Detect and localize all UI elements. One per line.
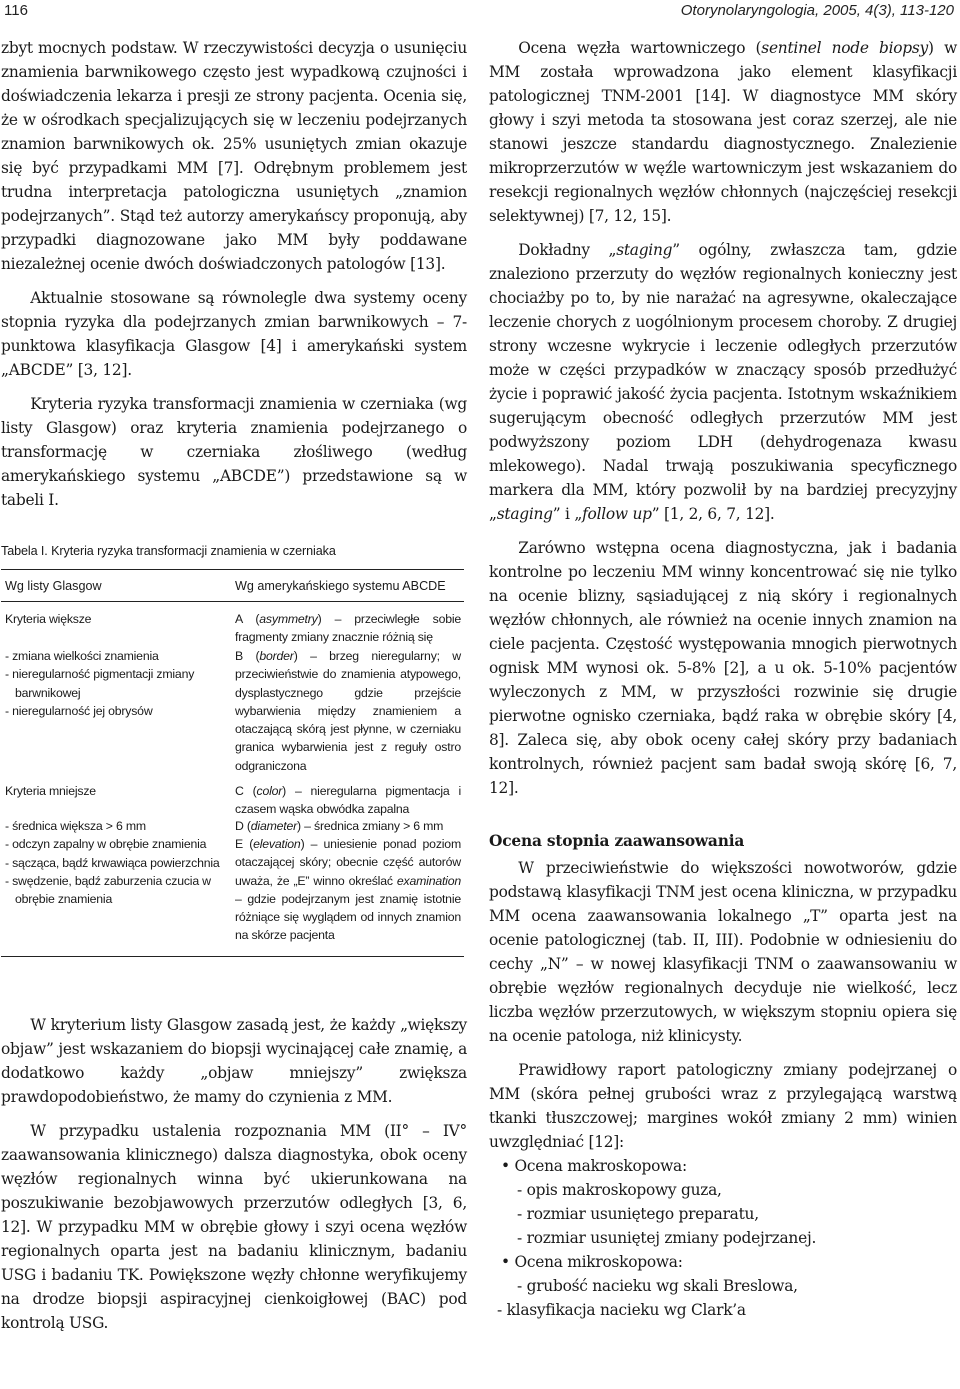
page-number: 116 xyxy=(4,2,28,19)
report-items-list xyxy=(489,1154,957,1322)
major-criteria-heading: Kryteria większe xyxy=(5,612,92,626)
list-item: - zmiana wielkości znamienia xyxy=(5,649,159,663)
abcde-e-cell: E (elevation) – uniesienie ponad poziom otaczającej skóry; obecnie część autorów uważa, że „E” winno określać examination – gdzie podejrzanym jest znamię istotnie różniące się wyglądem od innych znamion na skórze pacjenta xyxy=(235,837,461,943)
criteria-table xyxy=(1,569,464,957)
abcde-a-cell: A (asymmetry) – przeciwległe sobie fragmenty zmiany znacznie różnią się xyxy=(235,612,462,645)
list-item: - nieregularność pigmentacji zmiany barwnikowej xyxy=(5,667,195,700)
term-examination: examination xyxy=(396,873,461,888)
term-border: border xyxy=(259,649,294,663)
list-item: - rozmiar usuniętego preparatu, xyxy=(517,1205,759,1223)
major-criteria-list xyxy=(5,647,227,720)
paragraph: W przeciwieństwie do większości nowotworów, gdzie podstawą klasyfikacji TNM jest ocena kliniczna, w przypadku MM ocena zaawansowania lokalnego „T” oparta jest na ocenie patologicznej (tab. II, III). Podobnie w odniesieniu do cechy „N” – w nowej klasyfikacji TNM o zaawansowaniu w obrębie węzłów regionalnych decyduje nie wielkość, lecz liczba węzłów przerzutowych, w większym stopniu opiera się na ocenie patologa, niż klinicysty. xyxy=(489,859,957,1045)
minor-criteria-heading: Kryteria mniejsze xyxy=(5,784,96,798)
table-caption: Tabela I. Kryteria ryzyka transformacji znamienia w czerniaka xyxy=(1,544,336,558)
table-header-rule xyxy=(1,601,464,602)
table-header-abcde: Wg amerykańskiego systemu ABCDE xyxy=(235,579,446,593)
list-item: • Ocena mikroskopowa: xyxy=(501,1253,683,1271)
list-item: - sącząca, bądź krwawiąca powierzchnia xyxy=(5,855,220,870)
list-item: - średnica większa > 6 mm xyxy=(5,819,146,833)
term-color: color xyxy=(256,784,283,798)
table-header-row xyxy=(1,579,464,601)
right-column xyxy=(489,36,957,1322)
paragraph: Ocena węzła wartowniczego (sentinel node biopsy) w MM została wprowadzona jako element klasyfikacji patologicznej TNM-2001 [14]. W diagnostyce MM skóry głowy i szyi metoda ta stosowana jest coraz szerzej, ale nie stanowi jeszcze standardu diagnostycznego. Znalezienie mikroprzerzutów w węźle wartowniczym jest wskazaniem do resekcji regionalnych węzłów chłonnych (najczęściej resekcji selektywnej) [7, 12, 15]. xyxy=(489,39,958,225)
paragraph: W przypadku ustalenia rozpoznania MM (II° – IV° zaawansowania klinicznego) dalsza diagnostyka, obok oceny węzłów regionalnych winna być ukierunkowana na poszukiwanie bezobjawowych przerzutów odległych [3, 6, 12]. W przypadku MM w obrębie głowy i szyi ocena węzłów regionalnych oparta jest na badaniu klinicznym, badaniu USG i badaniu TK. Powiększone węzły chłonne weryfikujemy na drodze biopsji aspiracyjnej cienkoigłowej (BAC) pod kontrolą USG. xyxy=(1,1122,467,1332)
list-item: - klasyfikacja nacieku wg Clark’a xyxy=(497,1301,746,1319)
list-item: - grubość nacieku wg skali Breslowa, xyxy=(517,1277,798,1295)
term-sentinel-node-biopsy: sentinel node biopsy xyxy=(761,39,929,57)
table-header-glasgow: Wg listy Glasgow xyxy=(5,579,102,593)
paragraph: Prawidłowy raport patologiczny zmiany podejrzanej o MM (skóra pełnej grubości wraz z przylegającą warstwą tkanki tłuszczowej; margines wokół zmiany 2 mm) winien uwzględniać [12]: xyxy=(489,1061,957,1151)
paragraph: zbyt mocnych podstaw. W rzeczywistości decyzja o usunięciu znamienia barwnikowego często jest wypadkową czujności i doświadczenia lekarza i presji ze strony pacjenta. Ocenia się, że w ośrodkach specjalizujących się w leczeniu podejrzanych znamion barwnikowych ok. 25% usuniętych zmian okazuje się być przypadkami MM [7]. Odrębnym problemem jest trudna interpretacja patologiczna usuniętych „znamion podejrzanych”. Stąd też autorzy amerykańscy proponują, aby przypadki diagnozowane jako MM były poddawane niezależnej ocenie dwóch doświadczonych patologów [13]. xyxy=(1,39,467,273)
minor-criteria-list xyxy=(5,817,227,908)
list-item: • Ocena makroskopowa: xyxy=(501,1157,687,1175)
section-heading: Ocena stopnia zaawansowania xyxy=(489,832,745,850)
left-column xyxy=(1,36,467,1335)
paragraph: Aktualnie stosowane są równolegle dwa systemy oceny stopnia ryzyka dla podejrzanych zmian barwnikowych – 7-punktowa klasyfikacja Glasgow [4] i amerykański system „ABCDE” [3, 12]. xyxy=(1,289,467,379)
paragraph: Zarówno wstępna ocena diagnostyczna, jak i badania kontrolne po leczeniu MM winny koncentrować się nie tylko na ocenie blizny, sąsiadującej z nią skóry i regionalnych węzłów chłonnych, ale również na ocenie innych znamion na ciele pacjenta. Częstość występowania mnogich pierwotnych ognisk MM wynosi ok. 5-8% [2], a u ok. 5-10% pacjentów wyleczonych z MM, w przyszłości rozwinie się drugie pierwotne ognisko czerniaka, bądź raka w obrębie skóry [4, 8]. Zaleca się, aby obok oceny całej skóry przy badaniach kontrolnych, również pacjent sam badał swoją skórę [6, 7, 12]. xyxy=(489,539,957,797)
list-item: - nieregularność jej obrysów xyxy=(5,703,153,718)
journal-citation: Otorynolaryngologia, 2005, 4(3), 113-120 xyxy=(680,2,954,19)
list-item: - rozmiar usuniętej zmiany podejrzanej. xyxy=(517,1229,817,1247)
term-asymmetry: asymmetry xyxy=(259,612,318,626)
list-item: - opis makroskopowy guza, xyxy=(517,1181,722,1199)
abcde-b-cell: B (border) – brzeg nieregularny; w przeciwieństwie do znamienia atypowego, dysplastycznego gdzie przejście wybarwienia między znamieniem a otaczającą skórą jest płynne, w czerniaku granica wybarwienia jest z reguły ostro odgraniczona xyxy=(235,649,461,773)
running-header xyxy=(0,0,960,22)
list-item: - swędzenie, bądź zaburzenia czucia w obrębie znamienia xyxy=(5,873,211,907)
paragraph: Dokładny „staging” ogólny, zwłaszcza tam, gdzie znaleziono przerzuty do węzłów regionalnych konieczny jest chociażby po to, by nie narażać na agresywne, okaleczające leczenie chorych z uogólnionym procesem choroby. Z drugiej strony wczesne wykrycie i leczenie odległych przerzutów może w części przypadków w znaczący sposób przedłużyć życie i poprawić jakość życia pacjenta. Istotnym wskaźnikiem sugerującym obecność odległych przerzutów MM jest podwyższony poziom LDH (dehydrogenaza kwasu mlekowego). Nadal trwają poszukiwania specyficznego markera dla MM, który pozwolił by na bardziej precyzyjny „staging” i „follow up” [1, 2, 6, 7, 12]. xyxy=(489,241,957,523)
abcde-c-cell: C (color) – nieregularna pigmentacja i czasem wąska obwódka zapalna xyxy=(235,784,461,817)
term-diameter: diameter xyxy=(250,819,298,833)
paragraph: Kryteria ryzyka transformacji znamienia w czerniaka (wg listy Glasgow) oraz kryteria znamienia podejrzanego o transformację w czerniaka złośliwego (według amerykańskiego systemu „ABCDE”) przedstawione są w tabeli I. xyxy=(1,395,467,509)
abcde-d-cell: D (diameter) – średnica zmiany > 6 mm xyxy=(235,819,444,833)
list-item: - odczyn zapalny w obrębie znamienia xyxy=(5,837,207,852)
term-elevation: elevation xyxy=(253,837,301,851)
paragraph: W kryterium listy Glasgow zasadą jest, że każdy „większy objaw” jest wskazaniem do biopsji wycinającej całe znamię, a dodatkowo każdy „objaw mniejszy” zwiększa prawdopodobieństwo, że mamy do czynienia z MM. xyxy=(1,1016,467,1106)
